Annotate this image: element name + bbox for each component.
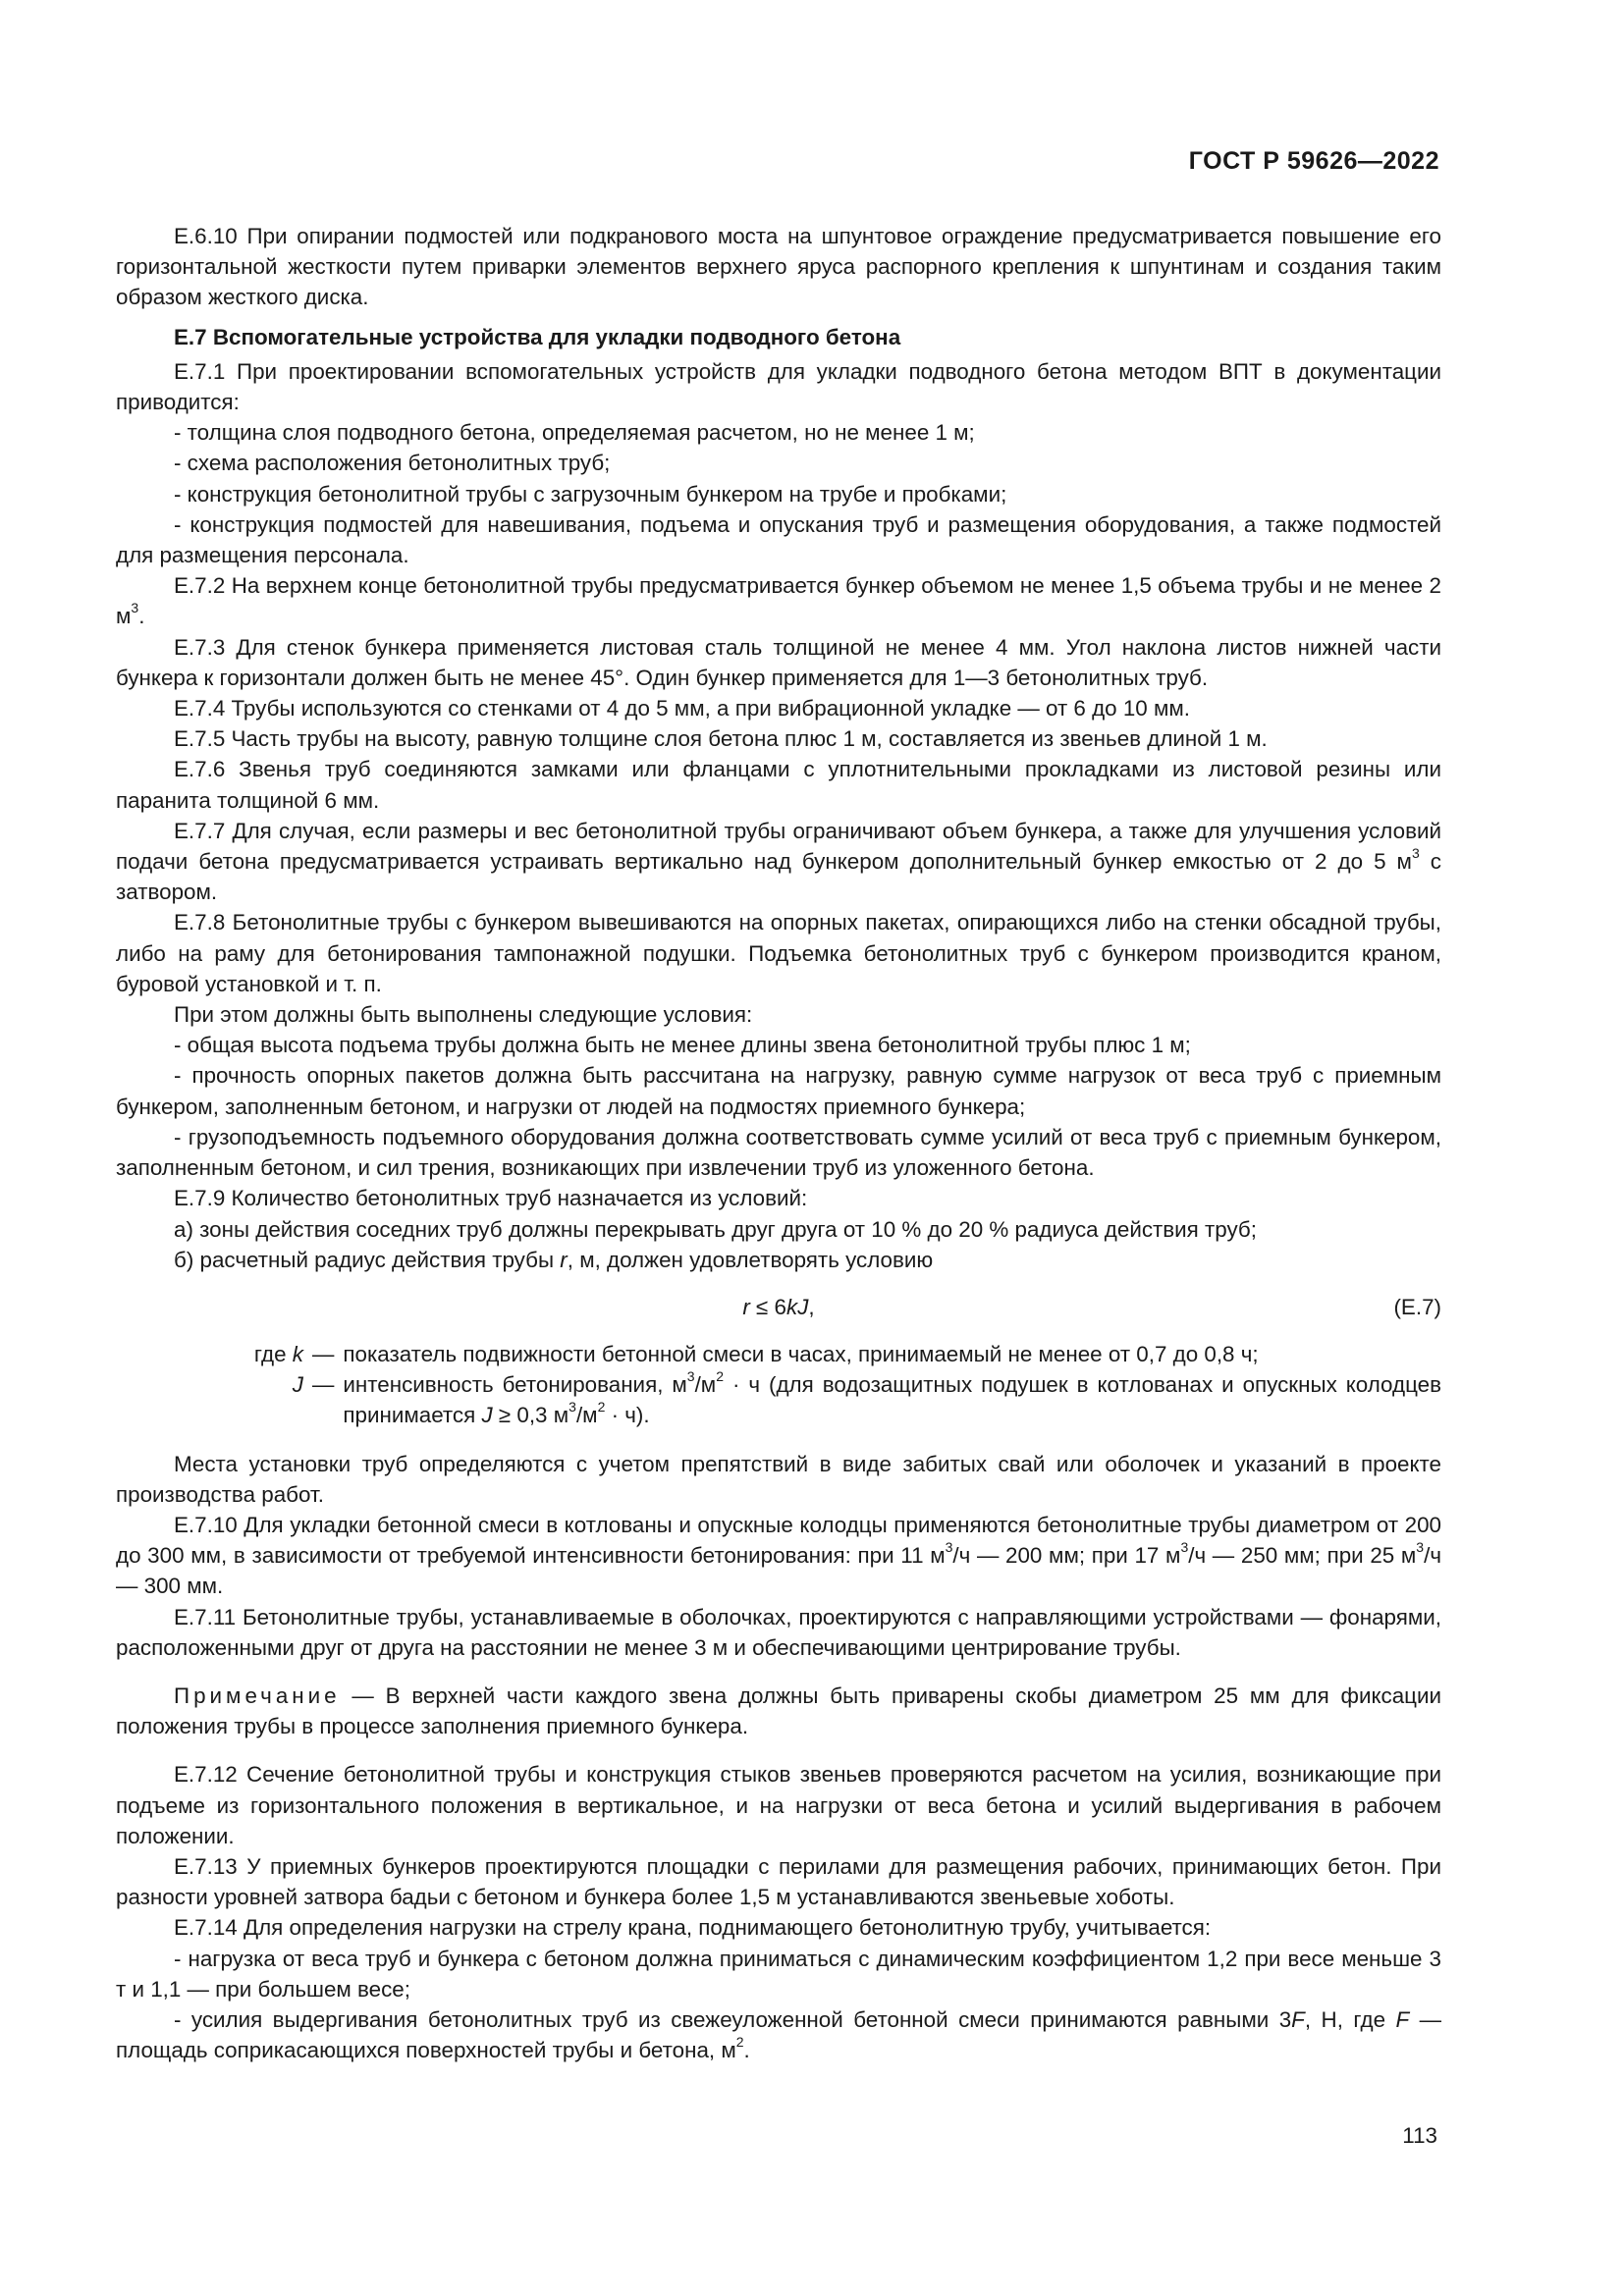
list-item: - общая высота подъема трубы должна быть не менее длины звена бетонолитной трубы плюс 1 м; [174, 1033, 1191, 1058]
list-item: - прочность опорных пакетов должна быть рассчитана на нагрузку, равную сумме нагрузок от веса труб с приемным бункером, заполненным бетоном, и нагрузки от людей на подмостях приемного бункера; [116, 1063, 1441, 1119]
document-body [116, 221, 1441, 2065]
list-item: - толщина слоя подводного бетона, определяемая расчетом, но не менее 1 м; [174, 420, 975, 446]
paragraph-e78-conditions: При этом должны быть выполнены следующие условия: [174, 1002, 753, 1028]
list-item: - схема расположения бетонолитных труб; [174, 451, 611, 476]
legend-row-j: J — интенсивность бетонирования, $м^3/м^2 \cdot ч$ (для водозащитных подушек в котлованах и опускных колодцев принимается J ≥ 0,3 $м^3/м^2 \cdot ч$). [116, 1369, 1441, 1430]
section-heading-e7: E.7 Вспомогательные устройства для укладки подводного бетона [174, 324, 901, 349]
list-item: - грузоподъемность подъемного оборудования должна соответствовать сумме усилий от веса труб с приемным бункером, заполненным бетоном, и сил трения, возникающих при извлечении труб из уложенного бетона. [116, 1124, 1441, 1181]
list-item: - нагрузка от веса труб и бункера с бетоном должна приниматься с динамическим коэффициентом 1,2 при весе меньше 3 т и 1,1 — при большем весе; [116, 1946, 1441, 2002]
formula-e7 [116, 1292, 1441, 1323]
paragraph-e75: E.7.5 Часть трубы на высоту, равную толщине слоя бетона плюс 1 м, составляется из звеньев длиной 1 м. [174, 726, 1268, 752]
legend-text-j: интенсивность бетонирования, $м^3/м^2 \cdot ч$ (для водозащитных подушек в котлованах и опускных колодцев принимается J ≥ 0,3 $м^3/м^2 \cdot ч$). [343, 1367, 1441, 1428]
document-header: ГОСТ Р 59626—2022 [1188, 147, 1439, 175]
paragraph-places: Места установки труб определяются с учетом препятствий в виде забитых свай или оболочек и указаний в проекте производства работ. [116, 1451, 1441, 1507]
list-item: б) расчетный радиус действия трубы r, м, должен удовлетворять условию [174, 1247, 934, 1272]
list-item: - конструкция подмостей для навешивания, подъема и опускания труб и размещения оборудования, а также подмостей для размещения персонала. [116, 511, 1441, 568]
list-item: а) зоны действия соседних труб должны перекрывать друг друга от 10 % до 20 % радиуса действия труб; [174, 1216, 1257, 1242]
legend-label-k: где k [253, 1341, 303, 1366]
legend-label-j: J [292, 1372, 303, 1398]
paragraph-e79: E.7.9 Количество бетонолитных труб назначается из условий: [174, 1186, 808, 1211]
note: Примечание — В верхней части каждого звена должны быть приварены скобы диаметром 25 мм для фиксации положения трубы в процессе заполнения приемного бункера. [116, 1682, 1441, 1739]
paragraph-e78: E.7.8 Бетонолитные трубы с бункером вывешиваются на опорных пакетах, опирающихся либо на стенки обсадной трубы, либо на раму для бетонирования тампонажной подушки. Подъемка бетонолитных труб с бункером производится краном, буровой установкой и т. п. [116, 910, 1441, 996]
paragraph-e610: E.6.10 При опирании подмостей или подкранового моста на шпунтовое ограждение предусматривается повышение его горизонтальной жесткости путем приварки элементов верхнего яруса распорного крепления к шпунтинам и создания таким образом жесткого диска. [116, 224, 1441, 310]
paragraph-e710: E.7.10 Для укладки бетонной смеси в котлованы и опускные колодцы применяются бетонолитные трубы диаметром от 200 до 300 мм, в зависимости от требуемой интенсивности бетонирования: при 11 $м^3/ч$ — 200 мм; при 17 $м^3/ч$ — 250 мм; при 25 $м^3/ч$ — 300 мм. [116, 1512, 1441, 1599]
paragraph-e76: E.7.6 Звенья труб соединяются замками или фланцами с уплотнительными прокладками из листовой резины или паранита толщиной 6 мм. [116, 757, 1441, 813]
formula-expression: r ≤ 6kJ, [742, 1294, 815, 1319]
list-item: - усилия выдергивания бетонолитных труб из свежеуложенной бетонной смеси принимаются равными 3F, Н, где F — площадь соприкасающихся поверхностей трубы и бетона, $м^2$. [116, 2006, 1441, 2063]
page-number: 113 [1402, 2123, 1437, 2148]
legend-row-k: где k — показатель подвижности бетонной смеси в часах, принимаемый не менее от 0,7 до 0,8 ч; [116, 1339, 1441, 1369]
paragraph-e711: E.7.11 Бетонолитные трубы, устанавливаемые в оболочках, проектируются с направляющими устройствами — фонарями, расположенными друг от друга на расстоянии не менее 3 м и обеспечивающими центрирование трубы. [116, 1604, 1441, 1660]
paragraph-e712: E.7.12 Сечение бетонолитной трубы и конструкция стыков звеньев проверяются расчетом на усилия, возникающие при подъеме из горизонтального положения в вертикальное, и на нагрузки от веса бетона и усилий выдергивания в рабочем положении. [116, 1762, 1441, 1848]
note-label: Примечание [174, 1682, 341, 1708]
paragraph-e74: E.7.4 Трубы используются со стенками от 4 до 5 мм, а при вибрационной укладке — от 6 до 10 мм. [174, 696, 1190, 721]
paragraph-e77: E.7.7 Для случая, если размеры и вес бетонолитной трубы ограничивают объем бункера, а также для улучшения условий подачи бетона предусматривается устраивать вертикально над бункером дополнительный бункер емкостью от 2 до 5 $м^3$ с затвором. [116, 818, 1442, 905]
formula-legend [116, 1339, 1441, 1431]
paragraph-e714: E.7.14 Для определения нагрузки на стрелу крана, поднимающего бетонолитную трубу, учитывается: [174, 1915, 1212, 1941]
paragraph-e713: E.7.13 У приемных бункеров проектируются площадки с перилами для размещения рабочих, принимающих бетон. При разности уровней затвора бадьи с бетоном и бункера более 1,5 м устанавливаются звеньевые хоботы. [116, 1853, 1441, 1910]
list-item: - конструкция бетонолитной трубы с загрузочным бункером на трубе и пробками; [174, 481, 1007, 507]
paragraph-e71: E.7.1 При проектировании вспомогательных устройств для укладки подводного бетона методом ВПТ в документации приводится: [116, 358, 1441, 415]
paragraph-e73: E.7.3 Для стенок бункера применяется листовая сталь толщиной не менее 4 мм. Угол наклона листов нижней части бункера к горизонтали должен быть не менее 45°. Один бункер применяется для 1—3 бетонолитных труб. [116, 634, 1441, 690]
paragraph-e72: E.7.2 На верхнем конце бетонолитной трубы предусматривается бункер объемом не менее 1,5 объема трубы и не менее 2 $м^3$. [116, 573, 1441, 629]
formula-number: (E.7) [1393, 1294, 1441, 1319]
legend-text-k: показатель подвижности бетонной смеси в часах, принимаемый не менее от 0,7 до 0,8 ч; [343, 1341, 1259, 1366]
